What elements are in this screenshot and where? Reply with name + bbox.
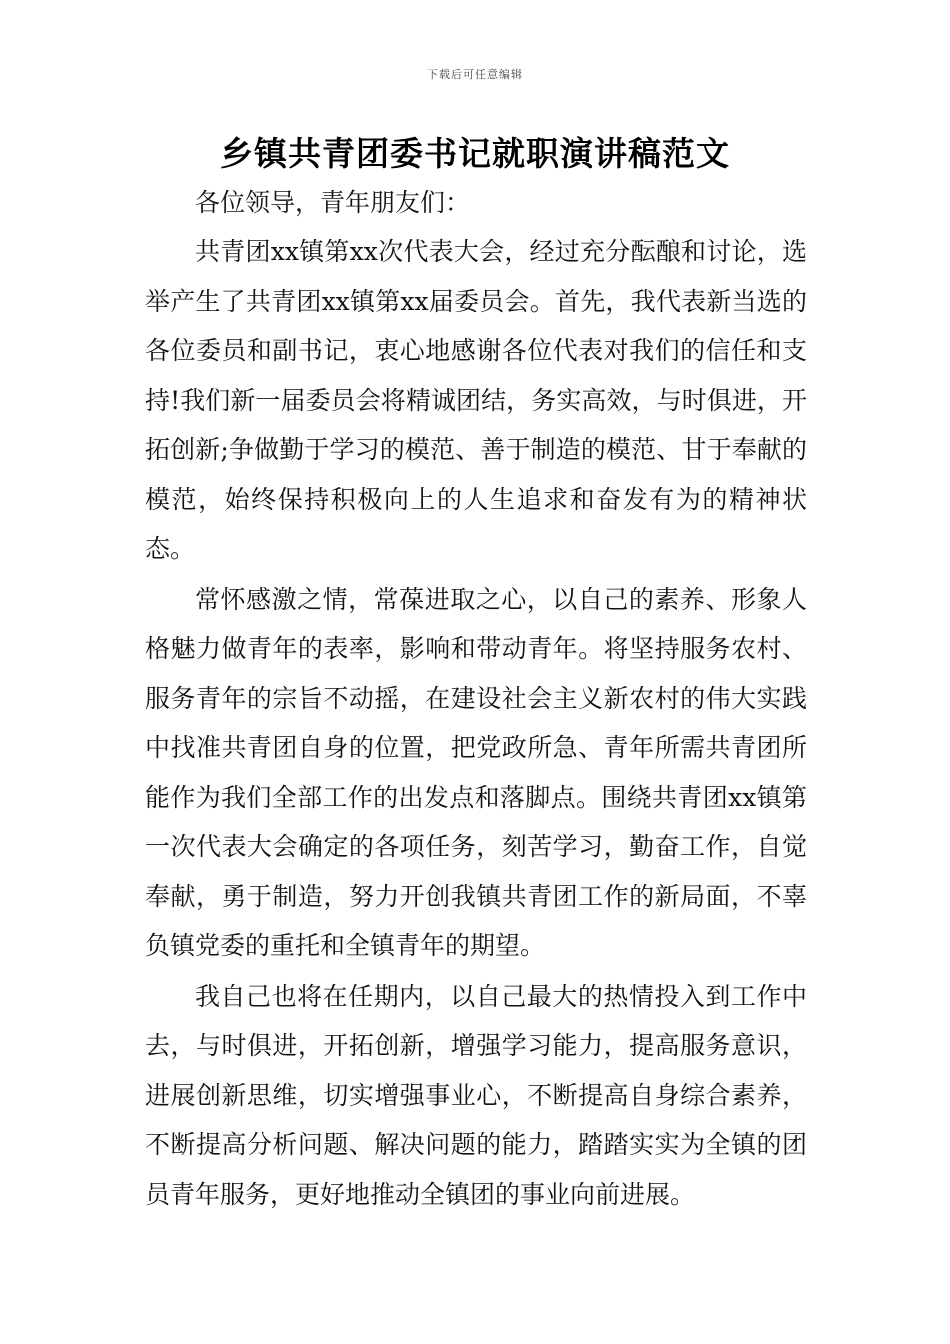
header-note: 下载后可任意编辑 [427, 68, 523, 81]
paragraph-2: 常怀感激之情，常葆进取之心，以自己的素养、形象人格魅力做青年的表率，影响和带动青年。将坚持服务农村、服务青年的宗旨不动摇，在建设社会主义新农村的伟大实践中找准共青团自身的位置，把党政所急、青年所需共青团所能作为我们全部工作的出发点和落脚点。围绕共青团xx镇第一次代表大会确定的各项任务，刻苦学习，勤奋工作，自觉奉献，勇于制造，努力开创我镇共青团工作的新局面，不辜负镇党委的重托和全镇青年的期望。 [145, 584, 807, 960]
document-title: 乡镇共青团委书记就职演讲稿范文 [220, 134, 730, 173]
paragraph-3: 我自己也将在任期内，以自己最大的热情投入到工作中去，与时俱进，开拓创新，增强学习能力，提高服务意识，进展创新思维，切实增强事业心，不断提高自身综合素养，不断提高分析问题、解决问题的能力，踏踏实实为全镇的团员青年服务，更好地推动全镇团的事业向前进展。 [145, 981, 807, 1209]
paragraph-1: 共青团xx镇第xx次代表大会，经过充分酝酿和讨论，选举产生了共青团xx镇第xx届委员会。首先，我代表新当选的各位委员和副书记，衷心地感谢各位代表对我们的信任和支持!我们新一届委员会将精诚团结，务实高效，与时俱进，开拓创新;争做勤于学习的模范、善于制造的模范、甘于奉献的模范，始终保持积极向上的人生追求和奋发有为的精神状态。 [145, 237, 807, 563]
document-body [145, 180, 807, 1219]
salutation: 各位领导，青年朋友们： [195, 188, 471, 217]
